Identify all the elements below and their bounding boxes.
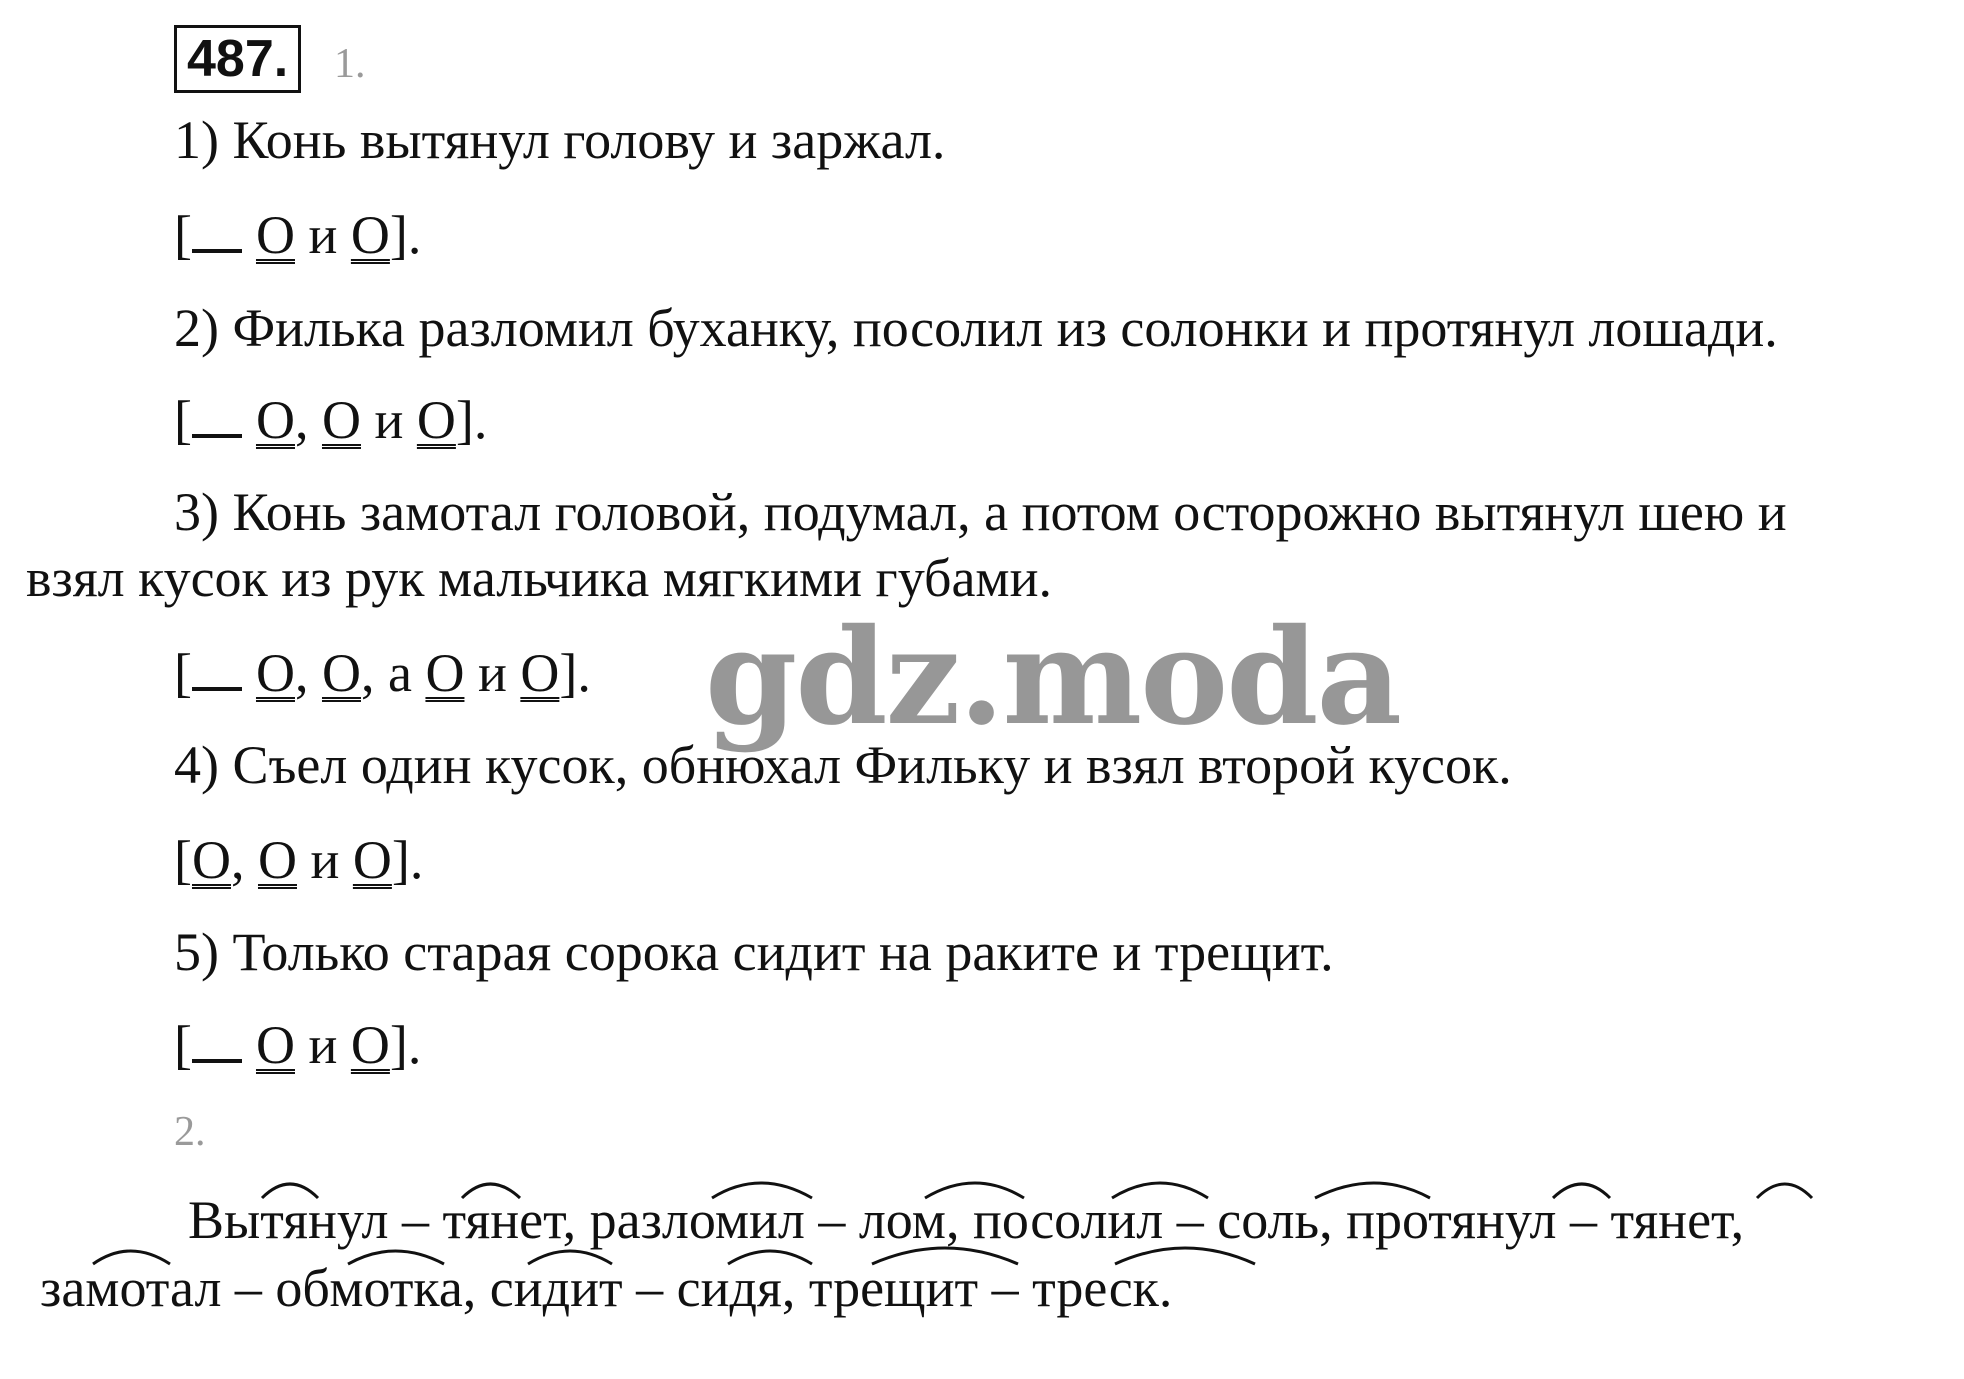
- root-arc: [1757, 1184, 1812, 1198]
- sentence-3-line-1: 3) Конь замотал головой, подумал, а потом осторожно вытянул шею и: [174, 482, 1787, 542]
- root-arc: [528, 1251, 612, 1264]
- sentence-1: 1) Конь вытянул голову и заржал.: [174, 110, 946, 170]
- sentence-4: 4) Съел один кусок, обнюхал Фильку и взял второй кусок.: [174, 735, 1512, 795]
- part-2-label: 2.: [174, 1109, 206, 1155]
- root-words-line-1: Вытянул – тянет, разломил – лом, посолил – соль, протянул – тянет,: [188, 1190, 1745, 1250]
- scheme-2: [ О, О и О].: [174, 390, 488, 450]
- root-arc: [1315, 1183, 1430, 1198]
- root-arc: [925, 1183, 1024, 1198]
- part-1-label: 1.: [334, 41, 366, 87]
- root-arc: [1553, 1184, 1610, 1198]
- sentence-2: 2) Филька разломил буханку, посолил из солонки и протянул лошади.: [174, 298, 1778, 358]
- scheme-1: [ О и О].: [174, 205, 422, 265]
- root-arc: [1112, 1183, 1208, 1198]
- root-arc: [872, 1248, 1018, 1264]
- root-arc: [712, 1183, 812, 1198]
- exercise-number: 487.: [174, 25, 301, 93]
- sentence-5: 5) Только старая сорока сидит на раките и трещит.: [174, 922, 1334, 982]
- root-arc: [462, 1184, 520, 1198]
- root-arc: [728, 1251, 812, 1264]
- root-arc: [262, 1184, 318, 1198]
- scheme-4: [О, О и О].: [174, 830, 424, 890]
- root-words-line-2: замотал – обмотка, сидит – сидя, трещит – треск.: [40, 1258, 1173, 1318]
- root-arc: [93, 1251, 170, 1264]
- scheme-3: [ О, О, а О и О].: [174, 643, 591, 703]
- root-arc: [348, 1251, 444, 1264]
- sentence-3-line-2: взял кусок из рук мальчика мягкими губами.: [26, 548, 1052, 608]
- scheme-5: [ О и О].: [174, 1015, 422, 1075]
- watermark: gdz.moda: [705, 600, 1401, 755]
- root-arc: [1115, 1248, 1255, 1264]
